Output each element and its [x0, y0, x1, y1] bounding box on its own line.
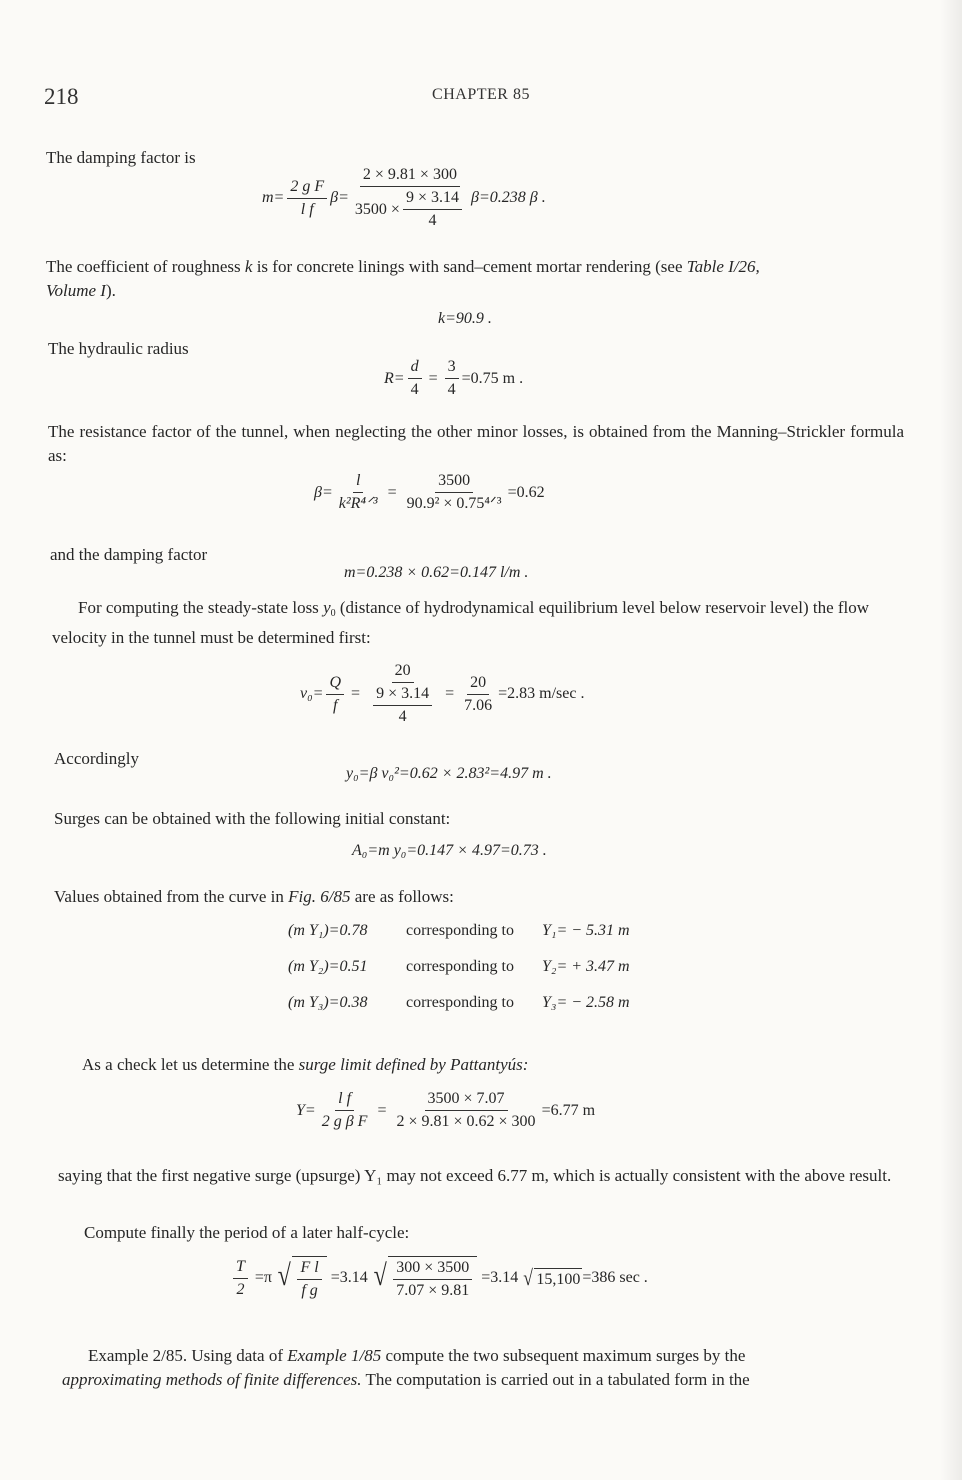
eq-beta-lhs: β=	[314, 483, 333, 501]
eq-v-frac1	[326, 674, 344, 715]
page-edge-shadow	[940, 0, 962, 1480]
eq-T-sqrt1	[276, 1256, 327, 1300]
roughness-text-end: ).	[105, 281, 116, 300]
eq-m-result: β=0.238 β .	[470, 189, 546, 206]
and-damping-label: and the damping factor	[50, 545, 208, 564]
example-text-b: compute the two subsequent maximum surges by the	[381, 1346, 746, 1365]
values-fig-ref: Fig. 6/85	[288, 887, 351, 906]
eq-Y-den2: 2 × 9.81 × 0.62 × 300	[396, 1113, 536, 1130]
roughness-table-ref: Table I/26,	[686, 257, 760, 276]
eq-Y-equals: =	[377, 1101, 387, 1119]
eq-m-beta: β=	[330, 189, 349, 206]
eq-T-sqrt2-den: 7.07 × 9.81	[396, 1282, 470, 1299]
eq-beta-frac1	[336, 472, 381, 513]
surge-row-lhs: (m Y₂)=0.51	[288, 958, 368, 975]
eq-T-result: =386 sec .	[582, 1269, 648, 1286]
surge-row	[288, 922, 630, 940]
eq-beta-den2: 90.9² × 0.75⁴ᐟ³	[406, 495, 502, 512]
hydraulic-radius-label: The hydraulic radius	[48, 339, 189, 358]
surge-row	[288, 994, 630, 1012]
example-text-c: The computation is carried out in a tabulated form in the	[361, 1370, 750, 1389]
eq-v-equals1: =	[351, 685, 361, 702]
eq-beta-result: =0.62	[507, 483, 545, 501]
example-paragraph-line2	[62, 1368, 918, 1392]
eq-m-frac2-num: 2 × 9.81 × 300	[360, 166, 460, 187]
eq-R-num2: 3	[445, 358, 459, 379]
eq-v-frac3	[461, 674, 495, 715]
eq-v-inner-frac	[373, 685, 432, 726]
steady-state-text-a: For computing the steady-state loss	[78, 598, 324, 617]
sqrt-symbol: √	[523, 1265, 534, 1290]
equation-k: k=90.9 .	[438, 310, 492, 327]
equation-damping-factor	[262, 166, 546, 230]
equation-initial-constant: A₀=m y₀=0.147 × 4.97=0.73 .	[352, 842, 547, 859]
eq-R-equals: =	[428, 369, 438, 387]
eq-T-sqrt1-body	[292, 1256, 326, 1300]
accordingly-label: Accordingly	[54, 749, 139, 768]
roughness-k: k	[244, 257, 253, 276]
surge-row-mid: corresponding to	[406, 922, 514, 939]
equation-damping-result: m=0.238 × 0.62=0.147 l/m .	[344, 564, 529, 581]
compute-sentence: Compute finally the period of a later half-cycle:	[84, 1223, 410, 1242]
eq-T-sqrt3-body: 15,100	[534, 1268, 582, 1289]
sqrt-symbol: √	[373, 1259, 387, 1292]
eq-Y-result: =6.77 m	[541, 1101, 596, 1119]
eq-m-frac1-num: 2 g F	[287, 178, 327, 199]
eq-T-sqrt2	[372, 1256, 478, 1300]
eq-T-sqrt2-num: 300 × 3500	[393, 1259, 472, 1280]
eq-T-sqrt2-body	[388, 1256, 477, 1300]
eq-v-inner-num: 9 × 3.14	[373, 685, 432, 706]
eq-beta-frac2	[404, 472, 505, 513]
eq-Y-lhs: Y=	[296, 1101, 316, 1119]
eq-R-frac1	[408, 358, 422, 399]
eq-beta-den1: k²R⁴ᐟ³	[338, 495, 378, 512]
values-intro	[54, 884, 454, 909]
sqrt-symbol: √	[277, 1259, 291, 1292]
surge-row-lhs: (m Y₃)=0.38	[288, 994, 368, 1011]
eq-beta-equals: =	[387, 483, 397, 501]
eq-Y-num2: 3500 × 7.07	[425, 1090, 508, 1111]
surge-row-rhs: Y₃= − 2.58 m	[542, 994, 630, 1011]
eq-v-num2: 20	[392, 662, 414, 683]
surge-row-rhs: Y₁= − 5.31 m	[542, 922, 630, 939]
surge-row-mid: corresponding to	[406, 994, 514, 1011]
chapter-heading: CHAPTER 85	[432, 86, 530, 103]
steady-state-paragraph: For computing the steady-state loss $y_0$ (distance of hydrodynamical equilibrium level below reservoir level) the flow velocity in the tunnel must be determined first:	[52, 598, 870, 647]
eq-T-num: T	[233, 1258, 248, 1279]
example-ref: Example 1/85	[287, 1346, 382, 1365]
surge-row-rhs: Y₂= + 3.47 m	[542, 958, 630, 975]
eq-v-den1: f	[333, 696, 338, 714]
eq-T-sqrt2-frac	[393, 1259, 472, 1300]
eq-beta-num2: 3500	[435, 472, 473, 493]
equation-half-cycle	[230, 1256, 648, 1300]
equation-surge-limit	[296, 1090, 595, 1131]
eq-m-inner-frac	[403, 189, 462, 230]
example-text-a: Example 2/85. Using data of	[88, 1346, 288, 1365]
page-number: 218	[44, 84, 79, 109]
eq-R-num1: d	[408, 358, 422, 379]
example-paragraph	[88, 1344, 916, 1368]
eq-v-num3: 20	[467, 674, 489, 695]
eq-T-frac	[233, 1258, 248, 1299]
eq-R-den1: 4	[410, 381, 419, 398]
eq-R-result: =0.75 m .	[461, 369, 524, 387]
eq-Y-den1: 2 g β F	[321, 1113, 368, 1130]
eq-R-frac2	[445, 358, 459, 399]
eq-v-equals2: =	[445, 685, 455, 702]
eq-v-num1: Q	[326, 674, 344, 695]
eq-R-lhs: R=	[384, 369, 405, 387]
eq-v-lhs: v₀=	[300, 685, 324, 702]
eq-T-sqrt3	[522, 1266, 582, 1290]
eq-R-den2: 4	[447, 381, 456, 398]
equation-flow-velocity	[300, 662, 584, 726]
eq-T-mid2: =3.14	[481, 1269, 519, 1286]
roughness-paragraph	[46, 255, 916, 303]
eq-v-den3: 7.06	[464, 696, 493, 714]
check-text-italic: surge limit defined by Pattantyús:	[298, 1055, 529, 1074]
eq-m-frac2-den	[352, 187, 468, 230]
eq-T-den: 2	[236, 1280, 245, 1298]
check-text-a: As a check let us determine the	[82, 1055, 299, 1074]
eq-beta-num1: l	[353, 472, 363, 493]
surge-row-mid: corresponding to	[406, 958, 514, 975]
eq-m-frac1	[287, 178, 327, 219]
example-italic: approximating methods of finite differences.	[62, 1370, 362, 1389]
eq-m-frac2-den-a: 3500 ×	[354, 200, 400, 218]
eq-v-frac2	[367, 662, 438, 726]
eq-m-frac1-den: l f	[300, 200, 314, 218]
damping-intro: The damping factor is	[46, 148, 196, 167]
equation-steady-state-loss: y₀=β v₀²=0.62 × 2.83²=4.97 m .	[346, 765, 552, 782]
surge-row	[288, 958, 630, 976]
surges-intro: Surges can be obtained with the following initial constant:	[54, 809, 451, 828]
roughness-text-a: The coefficient of roughness	[46, 257, 245, 276]
eq-T-mid: =3.14	[330, 1269, 368, 1286]
roughness-text-b: is for concrete linings with sand–cement mortar rendering (see	[252, 257, 687, 276]
values-text-a: Values obtained from the curve in	[54, 887, 289, 906]
eq-T-equals-pi: =π	[254, 1269, 273, 1286]
eq-T-sqrt1-den: f g	[301, 1282, 318, 1299]
eq-v-result: =2.83 m/sec .	[498, 685, 585, 702]
steady-state-y0: y	[323, 598, 331, 617]
equation-hydraulic-radius	[384, 358, 523, 399]
eq-m-inner-den: 4	[428, 212, 437, 229]
eq-Y-frac2	[393, 1090, 538, 1131]
equation-resistance-factor	[314, 472, 545, 513]
eq-Y-frac1	[319, 1090, 371, 1131]
check-sentence	[82, 1052, 528, 1077]
eq-m-lhs: m=	[262, 189, 285, 206]
eq-v-inner-den: 4	[398, 708, 407, 725]
eq-T-sqrt1-num: F l	[297, 1259, 321, 1280]
eq-T-sqrt1-frac	[297, 1259, 321, 1300]
eq-Y-num1: l f	[335, 1090, 354, 1111]
resistance-paragraph: The resistance factor of the tunnel, when neglecting the other minor losses, is obtained from the Manning–Strickler formula as:	[48, 422, 904, 465]
eq-m-inner-num: 9 × 3.14	[403, 189, 462, 210]
eq-m-frac2	[352, 166, 468, 230]
eq-v-den2	[367, 683, 438, 726]
values-text-b: are as follows:	[350, 887, 454, 906]
saying-paragraph: saying that the first negative surge (upsurge) Y₁ may not exceed 6.77 m, which is actually consistent with the above result.	[58, 1166, 892, 1185]
roughness-volume-ref: Volume I	[46, 281, 106, 300]
surge-row-lhs: (m Y₁)=0.78	[288, 922, 368, 939]
steady-state-text-b: (distance of hydrodynamical equilibrium level below reservoir level) the flow velocity in the tunnel must be determined first:	[52, 598, 870, 647]
